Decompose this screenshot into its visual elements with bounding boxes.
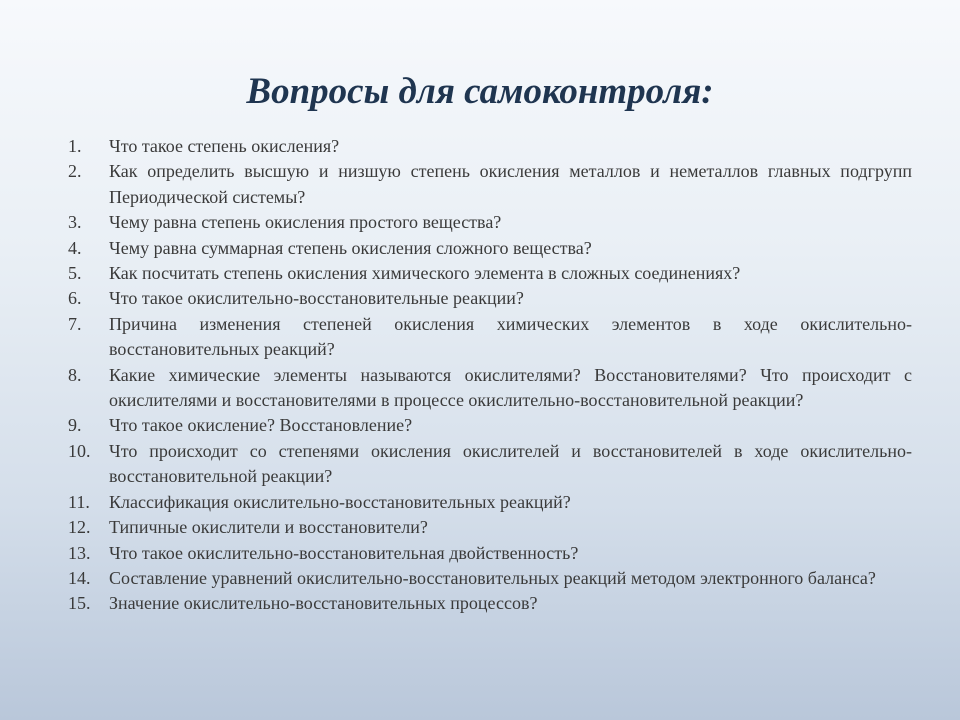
question-item: [68, 566, 912, 591]
question-number: 9.: [68, 415, 82, 436]
question-text: Значение окислительно-восстановительных процессов?: [109, 593, 538, 614]
question-item: [68, 286, 912, 311]
slide-title: Вопросы для самоконтроля:: [246, 71, 714, 112]
question-text: Типичные окислители и восстановители?: [109, 517, 428, 538]
question-text: Чему равна суммарная степень окисления сложного вещества?: [109, 237, 592, 258]
question-number: 14.: [68, 567, 91, 588]
question-number: 10.: [68, 440, 91, 461]
question-item: [68, 541, 912, 566]
question-text: Как определить высшую и низшую степень окисления металлов и неметаллов главных подгрупп Периодической системы?: [109, 161, 912, 207]
question-item: [68, 490, 912, 515]
question-text: Какие химические элементы называются окислителями? Восстановителями? Что происходит с окислителями и восстановителями в процессе окислительно-восстановительной реакции?: [109, 364, 912, 411]
question-item: [68, 363, 912, 414]
question-text: Что такое окисление? Восстановление?: [109, 415, 413, 436]
question-item: [68, 261, 912, 286]
question-text: Чему равна степень окисления простого вещества?: [109, 212, 502, 233]
question-number: 6.: [68, 288, 82, 309]
question-number: 11.: [68, 491, 90, 512]
question-text: Как посчитать степень окисления химического элемента в сложных соединениях?: [109, 263, 741, 284]
question-item: [68, 591, 912, 616]
question-item: [68, 210, 912, 235]
question-number: 13.: [68, 542, 91, 563]
question-number: 2.: [68, 161, 82, 182]
question-text: Что происходит со степенями окисления окислителей и восстановителей в ходе окислительно-восстановительной реакции?: [109, 440, 912, 487]
question-number: 12.: [68, 517, 91, 538]
question-item: [68, 515, 912, 540]
question-number: 4.: [68, 237, 82, 258]
question-text: Причина изменения степеней окисления химических элементов в ходе окислительно-восстановительных реакций?: [109, 313, 912, 360]
question-number: 5.: [68, 263, 82, 284]
question-text: Классификация окислительно-восстановительных реакций?: [109, 491, 571, 512]
question-number: 1.: [68, 136, 82, 156]
question-number: 3.: [68, 212, 82, 233]
question-item: [68, 439, 912, 490]
question-item: [68, 159, 912, 210]
question-text: Составление уравнений окислительно-восстановительных реакций методом электронного баланса?: [109, 567, 876, 588]
question-text: Что такое степень окисления?: [109, 136, 340, 156]
question-text: Что такое окислительно-восстановительная двойственность?: [109, 542, 579, 563]
question-list: [68, 134, 912, 617]
question-item: [68, 236, 912, 261]
question-text: Что такое окислительно-восстановительные реакции?: [109, 288, 524, 309]
question-number: 8.: [68, 364, 82, 385]
question-number: 15.: [68, 593, 91, 614]
question-item: [68, 312, 912, 363]
question-item: [68, 134, 912, 159]
question-item: [68, 413, 912, 438]
question-number: 7.: [68, 313, 82, 334]
